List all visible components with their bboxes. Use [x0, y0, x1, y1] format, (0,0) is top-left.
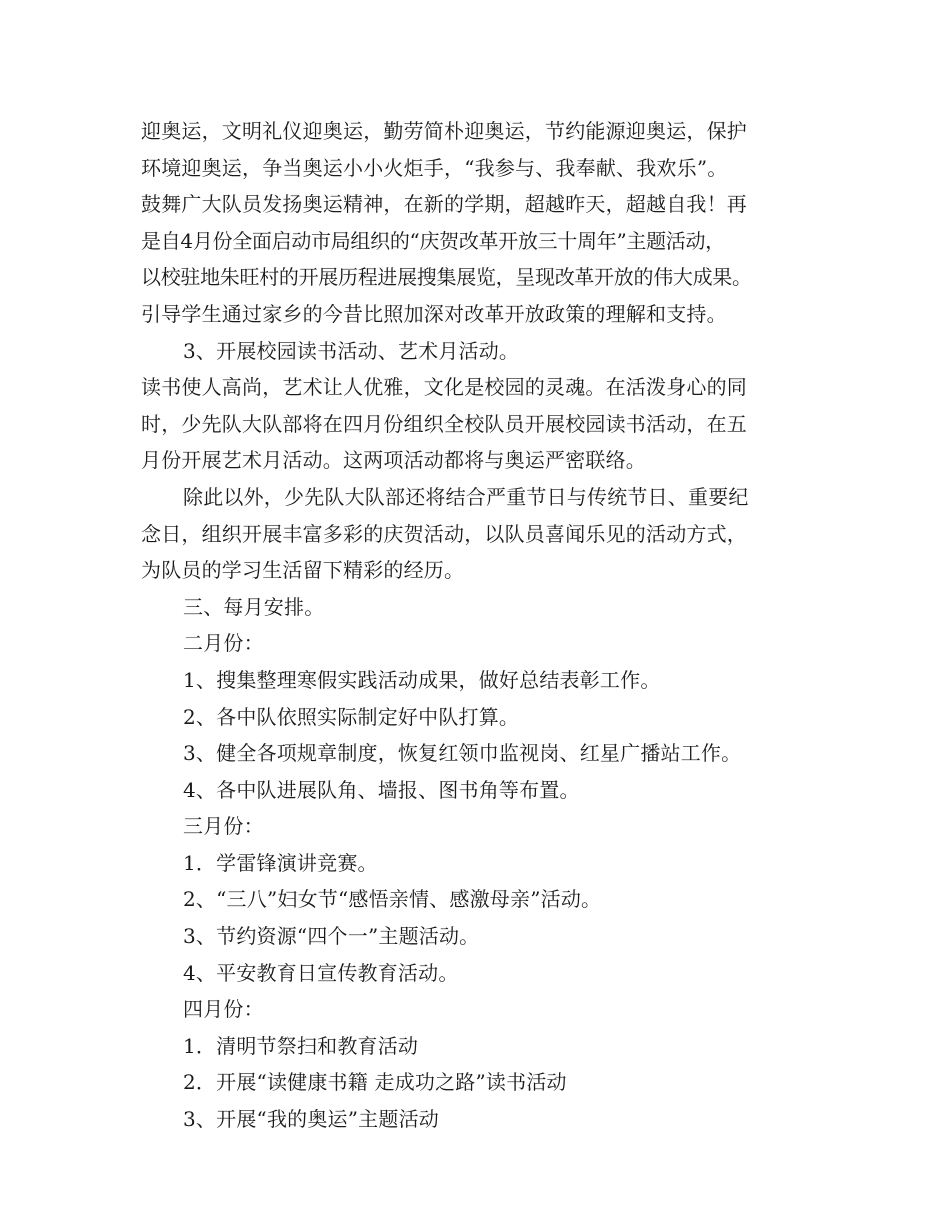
list-item: 1．学雷锋演讲竞赛。: [183, 850, 378, 875]
section-heading: 三、每月安排。: [183, 594, 325, 619]
month-heading: 三月份：: [183, 814, 264, 839]
text-line: 是自4月份全面启动市局组织的“庆贺改革开放三十周年”主题活动，: [141, 228, 725, 253]
month-heading: 二月份：: [183, 631, 264, 656]
text-line: 时，少先队大队部将在四月份组织全校队员开展校园读书活动，在五: [141, 411, 747, 436]
text-line: 鼓舞广大队员发扬奥运精神，在新的学期，超越昨天，超越自我！再: [141, 192, 747, 217]
month-heading: 四月份：: [183, 997, 264, 1022]
text-line: 引导学生通过家乡的今昔比照加深对改革开放政策的理解和支持。: [141, 301, 727, 326]
text-line: 读书使人高尚，艺术让人优雅，文化是校园的灵魂。在活泼身心的同: [141, 375, 747, 400]
list-item: 3、开展“我的奥运”主题活动: [183, 1107, 439, 1132]
list-item: 1、搜集整理寒假实践活动成果，做好总结表彰工作。: [183, 667, 661, 692]
list-item: 3、健全各项规章制度，恢复红领巾监视岗、红星广播站工作。: [183, 741, 742, 766]
text-line: 为队员的学习生活留下精彩的经历。: [141, 558, 465, 583]
section-heading: 3、开展校园读书活动、艺术月活动。: [183, 338, 520, 363]
list-item: 3、节约资源“四个一”主题活动。: [183, 924, 480, 949]
list-item: 4、平安教育日宣传教育活动。: [183, 960, 459, 985]
list-item: 2、各中队依照实际制定好中队打算。: [183, 704, 520, 729]
text-line: 念日，组织开展丰富多彩的庆贺活动，以队员喜闻乐见的活动方式，: [141, 521, 747, 546]
text-line: 迎奥运，文明礼仪迎奥运，勤劳简朴迎奥运，节约能源迎奥运，保护: [141, 119, 747, 143]
text-line: 环境迎奥运，争当奥运小小火炬手，“我参与、我奉献、我欢乐”。: [141, 155, 728, 180]
list-item: 4、各中队进展队角、墙报、图书角等布置。: [183, 777, 580, 802]
text-line: 月份开展艺术月活动。这两项活动都将与奥运严密联络。: [141, 448, 646, 473]
list-item: 2．开展“读健康书籍 走成功之路”读书活动: [183, 1070, 567, 1095]
text-line: 除此以外，少先队大队部还将结合严重节日与传统节日、重要纪: [183, 484, 749, 509]
text-line: 以校驻地朱旺村的开展历程进展搜集展览，呈现改革开放的伟大成果。: [141, 265, 752, 290]
list-item: 2、“三八”妇女节“感悟亲情、感激母亲”活动。: [183, 887, 602, 912]
list-item: 1．清明节祭扫和教育活动: [183, 1033, 419, 1058]
document-body: [141, 113, 831, 1138]
